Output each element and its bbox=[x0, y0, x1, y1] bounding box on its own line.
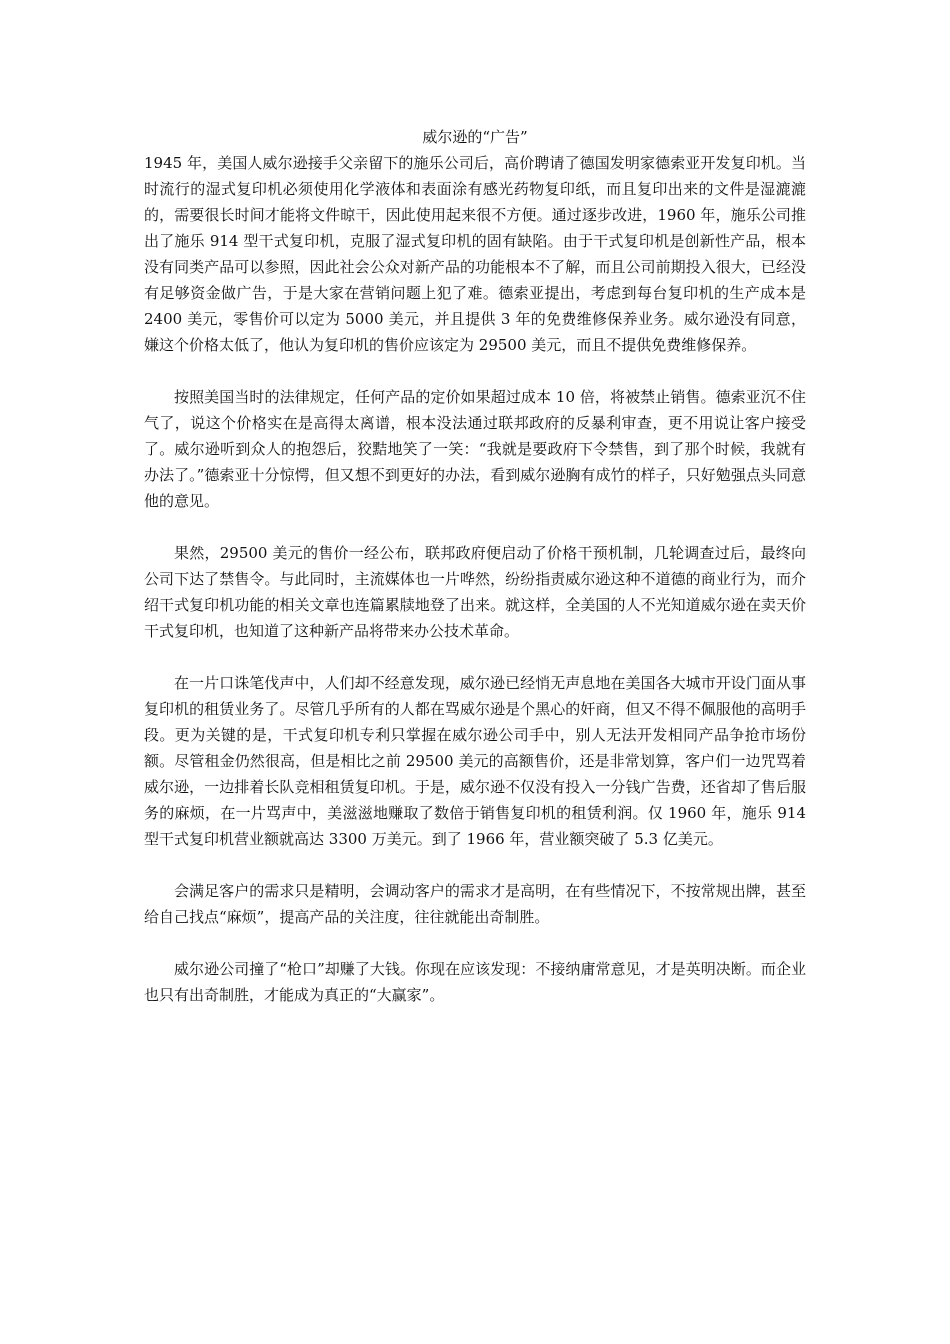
paragraph-6: 威尔逊公司撞了“枪口”却赚了大钱。你现在应该发现：不接纳庸常意见，才是英明决断。而企业也只有出奇制胜，才能成为真正的“大赢家”。 bbox=[144, 960, 806, 1004]
paragraph-2: 按照美国当时的法律规定，任何产品的定价如果超过成本 10 倍，将被禁止销售。德索亚沉不住气了，说这个价格实在是高得太离谱，根本没法通过联邦政府的反暴利审查，更不用说让客户接受了。威尔逊听到众人的抱怨后，狡黠地笑了一笑：“我就是要政府下令禁售，到了那个时候，我就有办法了。”德索亚十分惊愕，但又想不到更好的办法，看到威尔逊胸有成竹的样子，只好勉强点头同意他的意见。 bbox=[144, 388, 806, 510]
paragraph-1: 1945 年，美国人威尔逊接手父亲留下的施乐公司后，高价聘请了德国发明家德索亚开发复印机。当时流行的湿式复印机必须使用化学液体和表面涂有感光药物复印纸，而且复印出来的文件是湿漉漉的，需要很长时间才能将文件晾干，因此使用起来很不方便。通过逐步改进，1960 年，施乐公司推出了施乐 914 型干式复印机，克服了湿式复印机的固有缺陷。由于干式复印机是创新性产品，根本没有同类产品可以参照，因此社会公众对新产品的功能根本不了解，而且公司前期投入很大，已经没有足够资金做广告，于是大家在营销问题上犯了难。德索亚提出，考虑到每台复印机的生产成本是 2400 美元，零售价可以定为 5000 美元，并且提供 3 年的免费维修保养业务。威尔逊没有同意，嫌这个价格太低了，他认为复印机的售价应该定为 29500 美元，而且不提供免费维修保养。 bbox=[144, 154, 806, 354]
paragraph-4: 在一片口诛笔伐声中，人们却不经意发现，威尔逊已经悄无声息地在美国各大城市开设门面从事复印机的租赁业务了。尽管几乎所有的人都在骂威尔逊是个黑心的奸商，但又不得不佩服他的高明手段。更为关键的是，干式复印机专利只掌握在威尔逊公司手中，别人无法开发相同产品争抢市场份额。尽管租金仍然很高，但是相比之前 29500 美元的高额售价，还是非常划算，客户们一边咒骂着威尔逊，一边排着长队竞相租赁复印机。于是，威尔逊不仅没有投入一分钱广告费，还省却了售后服务的麻烦，在一片骂声中，美滋滋地赚取了数倍于销售复印机的租赁利润。仅 1960 年，施乐 914 型干式复印机营业额就高达 3300 万美元。到了 1966 年，营业额突破了 5.3 亿美元。 bbox=[144, 674, 806, 848]
paragraph-3: 果然，29500 美元的售价一经公布，联邦政府便启动了价格干预机制，几轮调查过后，最终向公司下达了禁售令。与此同时，主流媒体也一片哗然，纷纷指责威尔逊这种不道德的商业行为，而介绍干式复印机功能的相关文章也连篇累牍地登了出来。就这样，全美国的人不光知道威尔逊在卖天价干式复印机，也知道了这种新产品将带来办公技术革命。 bbox=[144, 544, 806, 640]
document-title: 威尔逊的“广告” bbox=[422, 128, 528, 146]
document-body bbox=[144, 124, 806, 1034]
paragraph-5: 会满足客户的需求只是精明，会调动客户的需求才是高明，在有些情况下，不按常规出牌，甚至给自己找点“麻烦”，提高产品的关注度，往往就能出奇制胜。 bbox=[144, 882, 806, 926]
